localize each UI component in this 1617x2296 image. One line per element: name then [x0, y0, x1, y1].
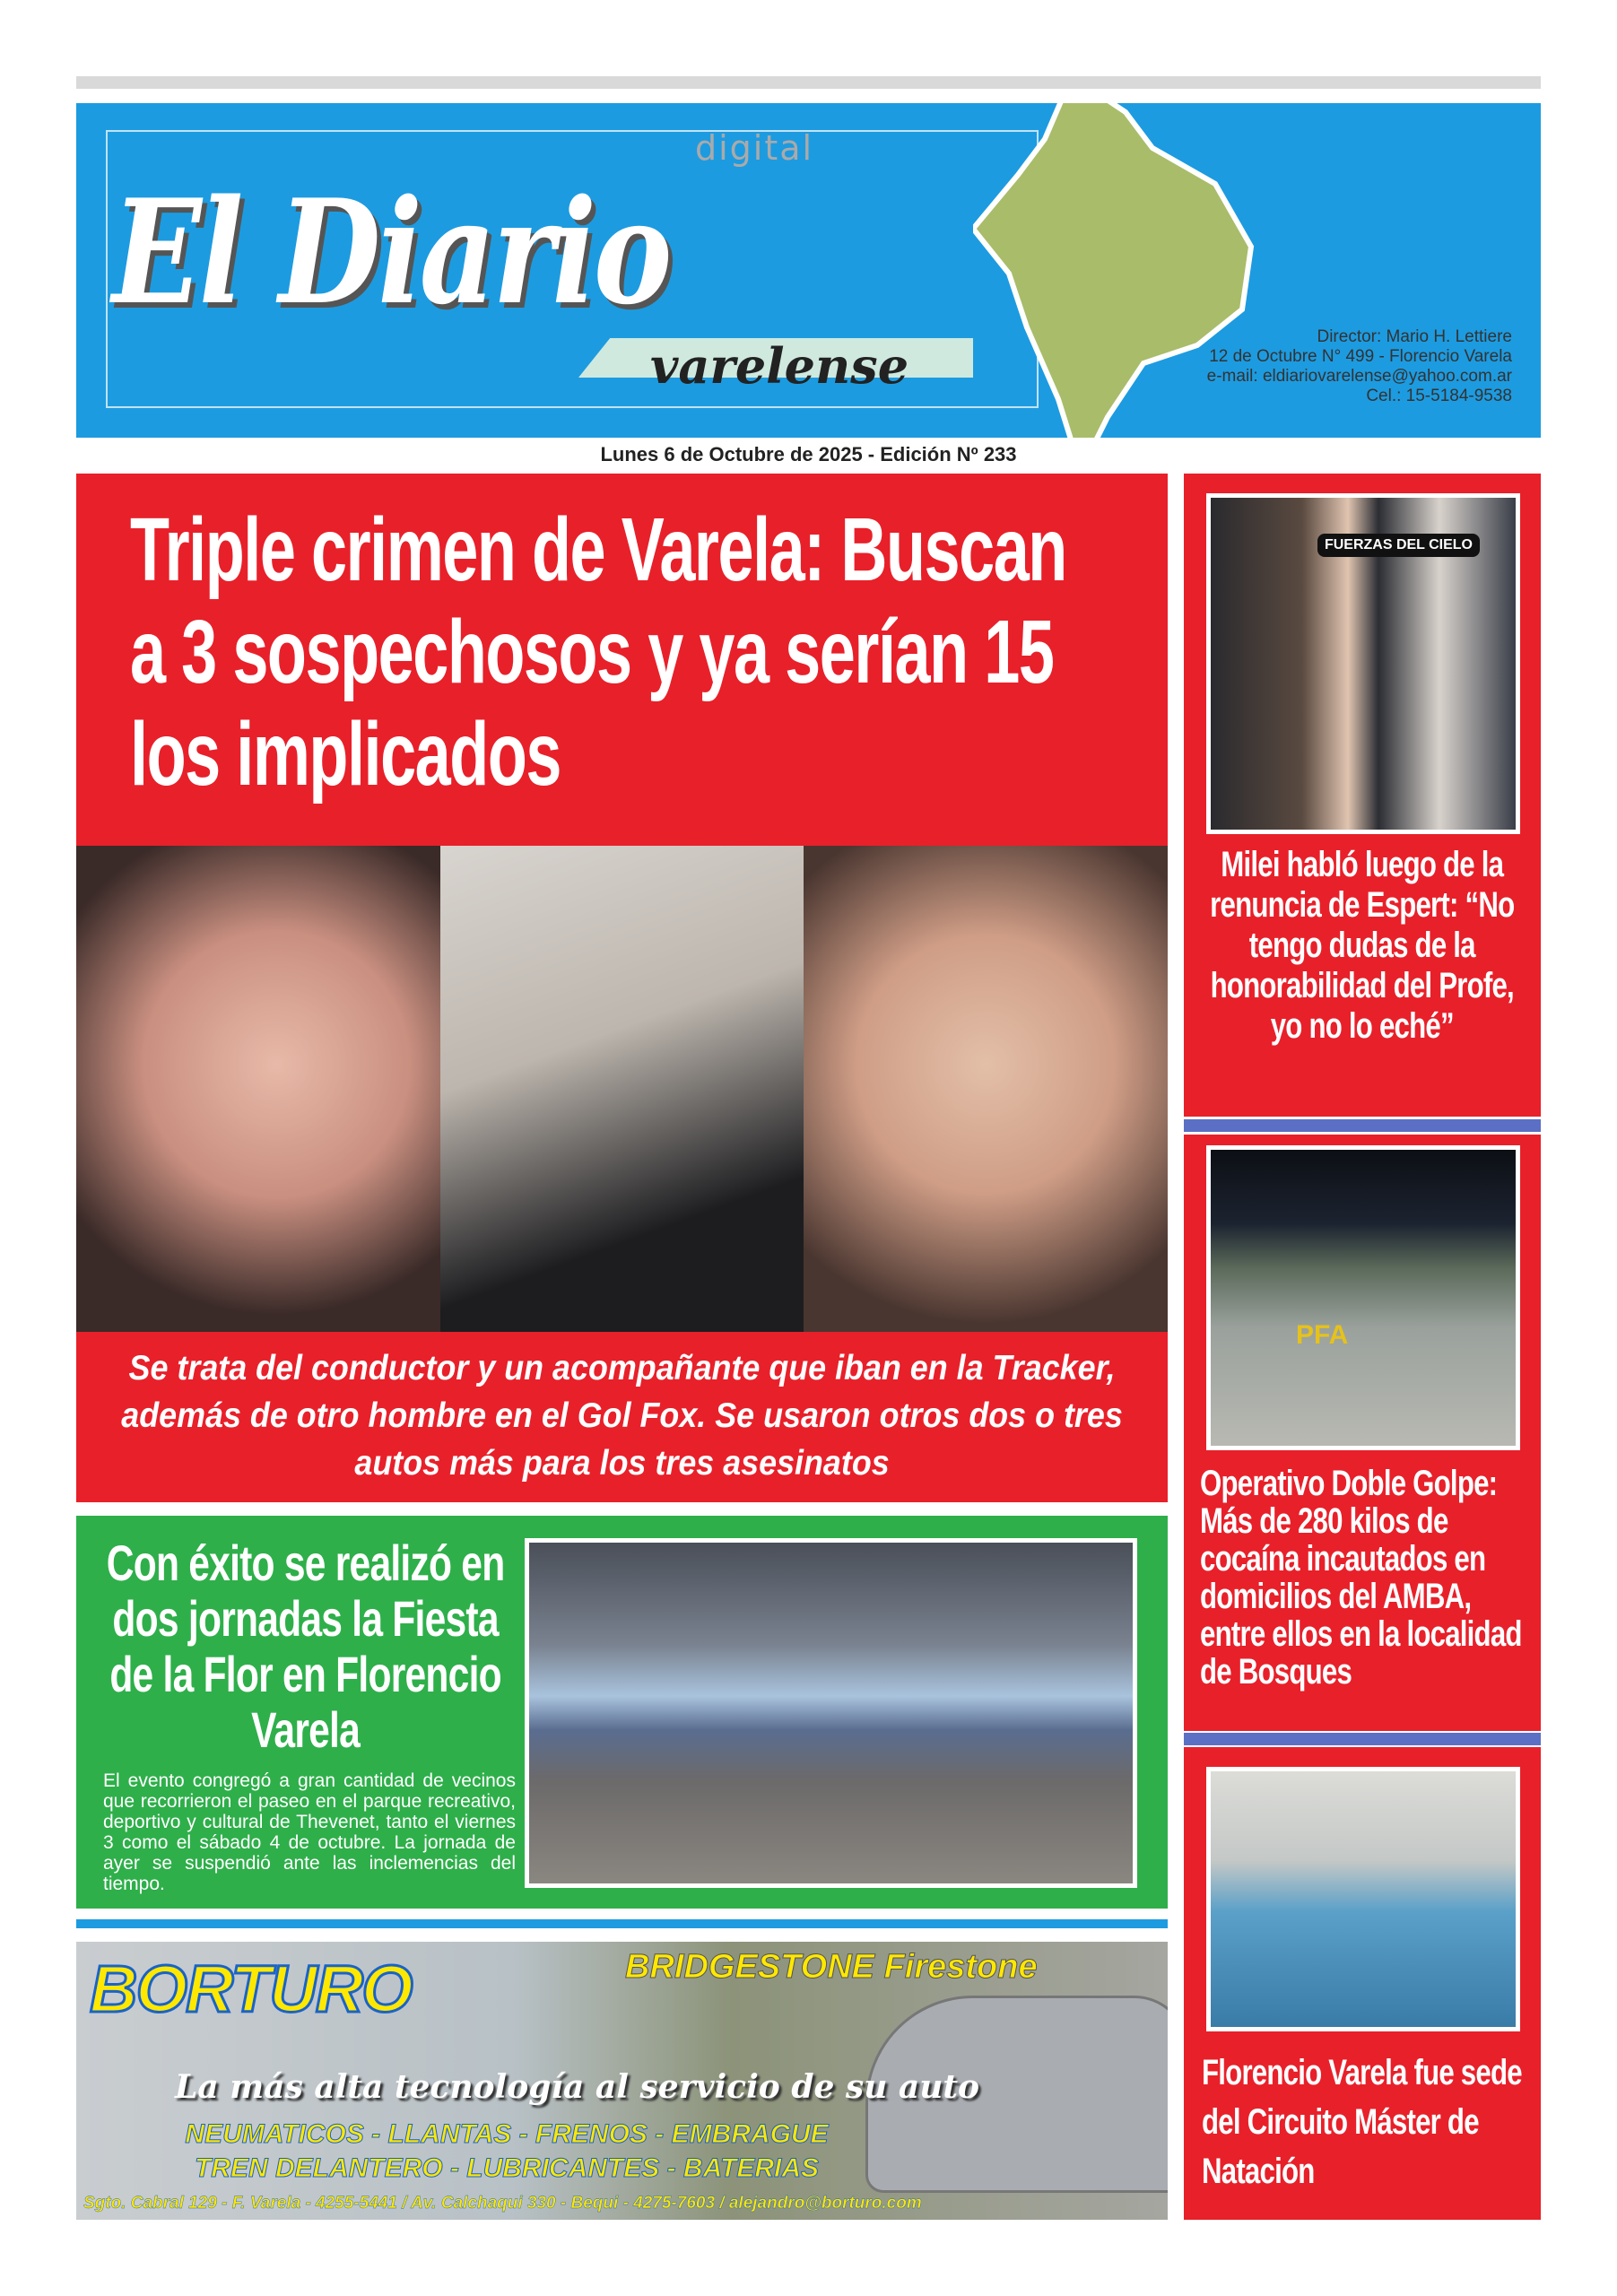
borturo-ad[interactable]: [76, 1942, 1168, 2220]
main-subhead: Se trata del conductor y un acompañante que iban en la Tracker, además de otro hombre en el Gol Fox. Se usaron otros dos o tres autos más para los tres asesinatos: [121, 1349, 1123, 1483]
divider: [76, 1919, 1168, 1928]
green-headline[interactable]: Con éxito se realizó en dos jornadas la Fiesta de la Flor en Florencio Varela: [106, 1535, 505, 1758]
sidebar-headline-3[interactable]: Florencio Varela fue sede del Circuito Máster de Natación: [1202, 2053, 1522, 2191]
logo-title: El Diario: [112, 168, 670, 336]
sidebar-story-2[interactable]: [1184, 1135, 1541, 1731]
email: e-mail: eldiariovarelense@yahoo.com.ar: [1206, 367, 1512, 386]
top-rule: [76, 76, 1541, 89]
ad-services-2: TREN DELANTERO - LUBRICANTES - BATERIAS: [194, 2153, 820, 2183]
sidebar-headline-2[interactable]: Operativo Doble Golpe: Más de 280 kilos de cocaína incautados en domicilios del AMBA, entre ellos en la localidad de Bosques: [1200, 1464, 1522, 1692]
ad-partners: BRIDGESTONE Firestone: [625, 1948, 1038, 1986]
address: 12 de Octubre N° 499 - Florencio Varela: [1209, 347, 1512, 366]
cap-text: FUERZAS DEL CIELO: [1317, 534, 1480, 557]
sidebar-headline-1[interactable]: Milei habló luego de la renuncia de Espert: “No tengo dudas de la honorabilidad del Profe, yo no lo eché”: [1210, 845, 1515, 1046]
photo-victim-3: [804, 846, 1168, 1332]
sidebar-separator: [1184, 1733, 1541, 1745]
director: Director: Mario H. Lettiere: [1317, 327, 1512, 346]
edition-line: Lunes 6 de Octubre de 2025 - Edición Nº 233: [600, 443, 1017, 465]
sidebar-story-1[interactable]: [1184, 474, 1541, 1117]
natacion-photo: [1206, 1767, 1520, 2031]
photo-victim-2: [440, 846, 804, 1332]
green-body: El evento congregó a gran cantidad de vecinos que recorrieron el paseo en el parque recreativo, deportivo y cultural de Thevenet, tanto el viernes 3 como el sábado 4 de octubre. La jornada de ayer se suspendió ante las inclemencias del tiempo.: [103, 1770, 516, 1894]
ad-brand: BORTURO: [90, 1952, 412, 2026]
green-story[interactable]: [76, 1516, 1168, 1909]
contact-info: [1207, 327, 1512, 406]
fiesta-photo: [525, 1538, 1137, 1888]
logo-digital: digital: [695, 128, 814, 168]
ad-services-1: NEUMATICOS - LLANTAS - FRENOS - EMBRAGUE: [185, 2119, 829, 2149]
masthead: [76, 103, 1541, 438]
photo-victim-1: [76, 846, 440, 1332]
ad-address: Sgto. Cabral 129 - F. Varela - 4255-5441 / Av. Calchaqui 330 - Bequi - 4275-7603 / alejandro@borturo.com: [83, 2194, 922, 2213]
phone: Cel.: 15-5184-9538: [1366, 387, 1512, 405]
sidebar-story-3[interactable]: [1184, 1747, 1541, 2220]
operativo-photo: [1206, 1145, 1520, 1450]
logo-subtitle: varelense: [650, 337, 909, 395]
pfa-text: PFA: [1296, 1320, 1349, 1350]
sidebar-separator: [1184, 1119, 1541, 1132]
main-photos: [76, 846, 1168, 1332]
main-headline[interactable]: Triple crimen de Varela: Buscan a 3 sospechosos y ya serían 15 los implicados: [130, 500, 1066, 804]
ad-slogan: La más alta tecnología al servicio de su auto: [175, 2068, 980, 2106]
milei-photo: [1206, 493, 1520, 834]
main-subhead-box: [76, 1332, 1168, 1502]
main-headline-box[interactable]: [76, 474, 1168, 846]
